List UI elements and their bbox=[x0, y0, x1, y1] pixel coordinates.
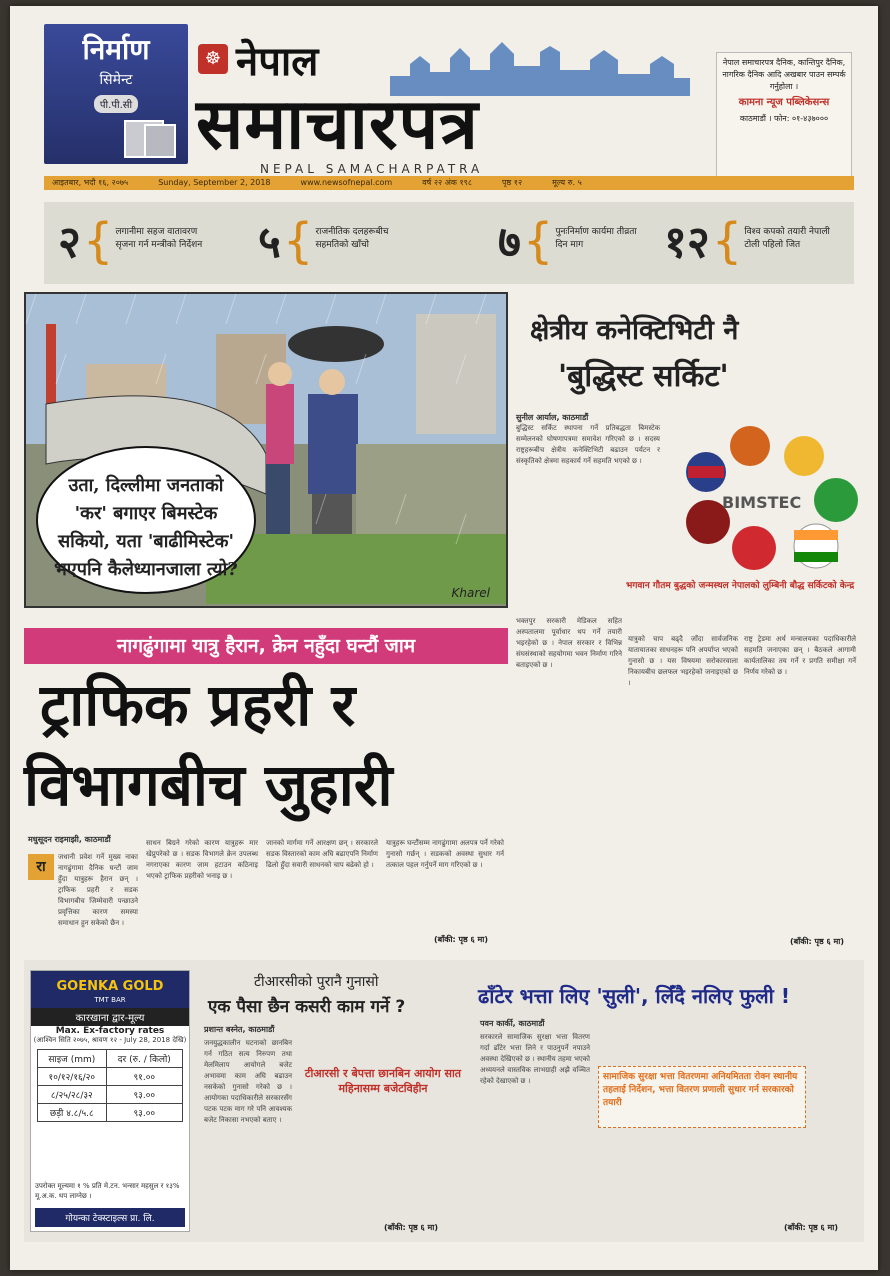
teaser-item[interactable] bbox=[58, 213, 207, 270]
brace-icon: { bbox=[711, 213, 743, 269]
kamana-publication-ad[interactable] bbox=[716, 52, 852, 184]
ad-sub: TMT BAR bbox=[31, 996, 189, 1008]
brace-icon: { bbox=[282, 213, 314, 269]
continued-label[interactable]: (बाँकी: पृष्ठ ६ मा) bbox=[784, 1223, 838, 1232]
right-col-3: राष्ट्र ट्रेडमा अर्थ मन्त्रालयका पदाधिकारीले सहमति जनाएका छन् । बैठकले आगामी कार्यतालिका तय गर्ने र प्रगति समीक्षा गर्ने निर्णय गरेको छ । bbox=[744, 635, 856, 676]
volume: वर्ष २२ अंक १९८ bbox=[422, 178, 472, 187]
highlight-box: सामाजिक सुरक्षा भत्ता वितरणमा अनियमितता रोक्न स्थानीय तहलाई निर्देशन, भत्ता वितरण प्रणाली सुधार गर्न सरकारको तयारी bbox=[598, 1066, 806, 1128]
right-story-body bbox=[516, 412, 660, 467]
mid-story-kicker: टीआरसीको पुरानै गुनासो bbox=[254, 974, 379, 990]
teaser-item[interactable] bbox=[498, 213, 647, 270]
speech-bubble: उता, दिल्लीमा जनताको 'कर' बगाएर बिमस्टेक सकियो, यता 'बाढीमिस्टेक' भएपनि कैलेध्यानजाला त्यो? bbox=[36, 446, 256, 594]
ad-brand: निर्माण bbox=[82, 33, 150, 66]
drop-cap: रा bbox=[28, 854, 54, 880]
cartoonist-signature: Kharel bbox=[451, 586, 490, 600]
newspaper-page bbox=[10, 6, 878, 1270]
teaser-item[interactable] bbox=[664, 213, 836, 270]
nirman-cement-ad[interactable] bbox=[44, 24, 188, 164]
bottom-right-byline: पवन कार्की, काठमाडौं bbox=[480, 1019, 545, 1028]
teaser-item[interactable] bbox=[258, 213, 407, 270]
table-row bbox=[38, 1068, 183, 1086]
price: मूल्य रु. ५ bbox=[552, 178, 582, 187]
brace-icon: { bbox=[82, 213, 114, 269]
ad-address: काठमाडौं । फोन: ०१-४३७००० bbox=[739, 114, 829, 123]
main-story-body bbox=[24, 830, 508, 948]
table-row bbox=[38, 1104, 183, 1122]
main-col-2: साधन बिग्रने गरेको कारण यात्रुहरू मार खेप्नुपरेको छ । सडक विभागले क्रेन उपलब्ध नगराएका कारण जाम हटाउन कठिनाइ भएको ट्राफिक प्रहरीको भनाइ छ । bbox=[146, 839, 258, 880]
size-cell: १०/१२/१६/२० bbox=[38, 1068, 107, 1086]
bottom-right-headline[interactable]: ढाँटेर भत्ता लिए 'सुली', लिँदै नलिए फुली ! bbox=[478, 984, 790, 1008]
teaser-strip bbox=[44, 202, 854, 284]
cement-bag-image bbox=[144, 124, 176, 158]
ad-brand: GOENKA GOLD bbox=[31, 971, 189, 996]
ad-title: कारखाना द्वार-मूल्य bbox=[31, 1008, 189, 1026]
ad-note: उपरोक्त मूल्यमा १ % प्रति मे.टन. भन्सार महसुल र १३% मू.अ.क. थप लाग्नेछ । bbox=[35, 1182, 180, 1200]
main-col-4: यात्रुहरू घन्टौंसम्म नागढुंगामा अलपत्र पर्ने गरेको गुनासो गर्छन् । सडकको अवस्था सुधार गर्न तत्काल पहल गर्नुपर्ने माग गरिएको छ । bbox=[386, 839, 504, 869]
masthead-title: समाचारपत्र bbox=[196, 83, 479, 165]
rate-cell: ९३.०० bbox=[106, 1104, 182, 1122]
page-count: पृष्ठ १२ bbox=[501, 178, 523, 187]
bottom-section bbox=[24, 960, 864, 1242]
brace-icon: { bbox=[522, 213, 554, 269]
main-headline-line1[interactable]: ट्राफिक प्रहरी र bbox=[40, 671, 356, 739]
ad-title-en: Max. Ex-factory rates bbox=[55, 1026, 165, 1036]
teaser-page-number: ७ bbox=[498, 217, 521, 268]
editorial-cartoon bbox=[24, 292, 508, 608]
continued-label[interactable]: (बाँकी: पृष्ठ ६ मा) bbox=[790, 937, 844, 946]
right-col-2: यात्रुको चाप बढ्दै जाँदा सार्वजनिक यातायातका साधनहरू पनि अपर्याप्त भएको गुनासो छ । यस विषयमा सरोकारवाला निकायबीच छलफल भइरहेको जनाइएको छ । bbox=[628, 635, 738, 687]
main-headline-line2[interactable]: विभागबीच जुहारी bbox=[24, 751, 393, 819]
main-story-strap[interactable]: नागढुंगामा यात्रु हैरान, क्रेन नहुँदा घन्टौं जाम bbox=[24, 628, 508, 664]
ad-tag: पी.पी.सी bbox=[94, 95, 138, 113]
teaser-text: राजनीतिक दलहरूबीच सहमतिको खाँचो bbox=[315, 227, 389, 250]
right-story-byline: सुनील आर्याल, काठमाडौं bbox=[516, 413, 589, 422]
continued-label[interactable]: (बाँकी: पृष्ठ ६ मा) bbox=[434, 935, 488, 944]
size-cell: ८/२५/२८/३२ bbox=[38, 1086, 107, 1104]
main-col-1: जधानी प्रवेश गर्ने मुख्य नाका नागढुंगामा दैनिक घन्टौं जाम हुँदा यात्रुहरू हैरान छन् । ट्राफिक प्रहरी र सडक विभागबीच जिम्मेवारी पन्छाउने प्रवृत्तिका कारण समस्या समाधान हुन सकेको छैन । bbox=[58, 853, 138, 927]
header-cell: साइज (mm) bbox=[38, 1050, 107, 1068]
website[interactable]: www.newsofnepal.com bbox=[300, 178, 393, 187]
continued-label[interactable]: (बाँकी: पृष्ठ ६ मा) bbox=[384, 1223, 438, 1232]
main-col-3: जानको मार्गमा गर्ने आरक्षण छन् । सरकारले सडक विस्तारको काम अघि बढाएपनि निर्माण ढिलो हुँदा सवारी साधनको चाप बढेको हो । bbox=[266, 839, 378, 869]
masthead-small: नेपाल bbox=[236, 39, 319, 85]
table-row bbox=[38, 1086, 183, 1104]
ad-date: (आश्विन सिति २०७५, श्रावण १२ - July 28, 2018 देखि) bbox=[33, 1036, 187, 1044]
ad-sub: सिमेन्ट bbox=[99, 72, 133, 88]
teaser-text: पुनःनिर्माण कार्यमा तीव्रता दिन माग bbox=[555, 227, 637, 250]
right-story-headline-2[interactable]: 'बुद्धिस्ट सर्किट' bbox=[558, 359, 729, 394]
teaser-text: विश्व कपको तयारी नेपाली टोली पहिलो जित bbox=[744, 227, 830, 250]
table-header-row bbox=[38, 1050, 183, 1068]
size-cell: छड़ी ४.८/५.८ bbox=[38, 1104, 107, 1122]
mid-story-headline[interactable]: एक पैसा छैन कसरी काम गर्ने ? bbox=[208, 997, 406, 1017]
mid-story-byline: प्रशान्त बस्नेत, काठमाडौं bbox=[204, 1025, 275, 1034]
teaser-page-number: १२ bbox=[664, 217, 710, 268]
right-story-headline[interactable]: क्षेत्रीय कनेक्टिभिटी नै bbox=[530, 315, 739, 346]
teaser-text: लगानीमा सहज वातावरण सृजना गर्न मन्त्रीको निर्देशन bbox=[115, 227, 203, 250]
rate-cell: ९१.०० bbox=[106, 1068, 182, 1086]
bimstec-flags-image bbox=[666, 418, 866, 588]
ad-text: नेपाल समाचारपत्र दैनिक, कान्तिपुर दैनिक, नागरिक दैनिक आदि अखबार पाउन सम्पर्क गर्नुहोला । bbox=[722, 58, 846, 91]
masthead-english: NEPAL SAMACHARPATRA bbox=[260, 162, 484, 176]
ad-footer: गोयन्का टेक्स्टाइल्स प्रा. लि. bbox=[35, 1208, 185, 1227]
photo-caption: भगवान गौतम बुद्धको जन्मस्थल नेपालको लुम्बिनी बौद्ध सर्किटको केन्द्र bbox=[626, 581, 855, 591]
right-story-text: बुद्धिस्ट सर्किट स्थापना गर्ने प्रतिबद्धता बिमस्टेक सम्मेलनको घोषणापत्रमा समावेश गरिएको छ । सदस्य राष्ट्रहरूबीच क्षेत्रीय कनेक्टिभिटी बढाउन पर्यटन र संस्कृतिको क्षेत्रमा सहकार्य गर्ने सहमति भएको छ । bbox=[516, 424, 660, 465]
right-col-1: भक्तपुर सरकारी मेडिकल सहित अस्पतालमा पूर्वाधार थप गर्ने तयारी भइरहेको छ । नेपाल सरकार र विभिन्न संघसंस्थाको सहयोगमा भवन निर्माण गरिने बताइएको छ । bbox=[516, 617, 622, 669]
main-story-byline: मधुसूदन राइमाझी, काठमाडौं bbox=[28, 835, 111, 844]
teaser-page-number: २ bbox=[58, 217, 81, 268]
rate-table bbox=[37, 1049, 183, 1122]
date-english: Sunday, September 2, 2018 bbox=[158, 178, 271, 187]
mid-story-pullquote: टीआरसी र बेपत्ता छानबिन आयोग सात महिनासम्म बजेटविहीन bbox=[304, 1067, 462, 1095]
teaser-page-number: ५ bbox=[258, 217, 281, 268]
goenka-gold-ad[interactable] bbox=[30, 970, 190, 1232]
date-nepali: आइतबार, भदौ १६, २०७५ bbox=[52, 178, 129, 187]
ad-brand: कामना न्यूज पब्लिकेसन्स bbox=[738, 97, 830, 108]
bottom-right-col-1: सरकारले सामाजिक सुरक्षा भत्ता वितरण गर्दा ढाँटेर भत्ता लिने र पाउनुपर्ने नपाउने अवस्था देखिएको छ । स्थानीय तहमा भएको अध्ययनले वास्तविक लाभग्राही अझै वञ्चित रहेको देखाएको छ । bbox=[480, 1033, 590, 1085]
date-bar bbox=[44, 176, 854, 190]
rate-cell: ९३.०० bbox=[106, 1086, 182, 1104]
masthead-logo-icon: ☸ bbox=[198, 44, 228, 74]
header-cell: दर (रु. / किलो) bbox=[106, 1050, 182, 1068]
bimstec-logo-text: BIMSTEC bbox=[722, 493, 802, 512]
mid-col-1: जनयुद्धकालीन घटनाको छानबिन गर्न गठित सत्य निरुपण तथा मेलमिलाप आयोगले बजेट अभावमा काम अघि बढाउन नसकेको गुनासो गरेको छ । आयोगका पदाधिकारीले सरकारसँग पटक पटक माग गरे पनि आवश्यक बजेट निकासा नभएको बताए । bbox=[204, 1039, 292, 1124]
